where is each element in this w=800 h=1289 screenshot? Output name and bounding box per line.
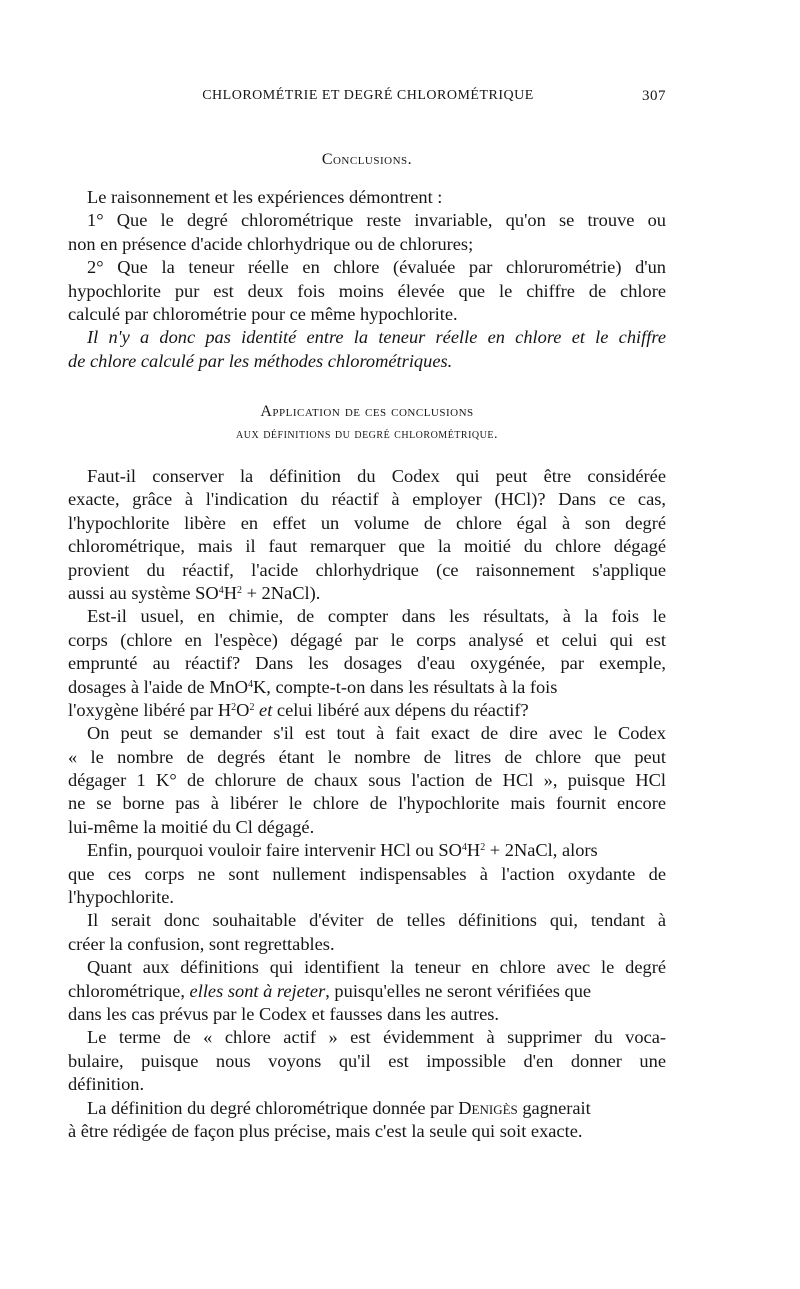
text-line: Enfin, pourquoi vouloir faire intervenir HCl ou $SO^4H^2$ + 2NaCl, alors [87,840,598,861]
text-line: dans les cas prévus par le Codex et fausses dans les autres. [68,1003,500,1024]
text-line: l'oxygène libéré par $H^2O^2$ et celui libéré aux dépens du réactif? [68,699,529,720]
text-line: Est-il usuel, en chimie, de compter dans les résultats, à la fois le [87,606,666,627]
text-line: Le terme de « chlore actif » est évidemment à supprimer du voca- [87,1027,666,1048]
text-line: chlorométrique, elles sont à rejeter, puisqu'elles ne seront vérifiées que [68,980,592,1001]
conclusions-paragraph [68,186,666,373]
text-line: Quant aux définitions qui identifient la teneur en chlore avec le degré [87,957,666,978]
running-header [68,88,668,108]
text-line: hypochlorite pur est deux fois moins élevée que le chiffre de chlore [68,280,666,301]
text-line: Il serait donc souhaitable d'éviter de telles définitions qui, tendant à [87,910,666,931]
text-line: de chlore calculé par les méthodes chlorométriques. [68,350,453,371]
text-line: dosages à l'aide de MnO$^4$K, compte-t-on dans les résultats à la fois [68,676,558,697]
text-line: La définition du degré chlorométrique donnée par Denigès gagnerait [87,1097,591,1118]
text-line: exacte, grâce à l'indication du réactif à employer (HCl)? Dans ce cas, [68,489,666,510]
text-line: 2° Que la teneur réelle en chlore (évaluée par chlorurométrie) d'un [87,257,666,278]
text-line: lui-même la moitié du Cl dégagé. [68,816,315,837]
text-line: bulaire, puisque nous voyons qu'il est impossible d'en donner une [68,1050,666,1071]
text-line: aussi au système $SO^4H^2$ + 2NaCl). [68,582,321,603]
text-line: Le raisonnement et les expériences démontrent : [87,187,443,207]
text-line: définition. [68,1074,145,1095]
body-text [68,465,666,1143]
page-number: 307 [642,88,666,104]
text-line: 1° Que le degré chlorométrique reste invariable, qu'on se trouve ou [87,210,666,231]
text-line: chlorométrique, mais il faut remarquer que la moitié du chlore dégagé [68,536,666,557]
text-line: l'hypochlorite. [68,887,174,908]
application-heading-line2: aux définitions du degré chlorométrique. [236,427,498,442]
text-line: calculé par chlorométrie pour ce même hypochlorite. [68,303,458,324]
text-line: emprunté au réactif? Dans les dosages d'eau oxygénée, par exemple, [68,653,666,674]
text-line: dégager 1 K° de chlorure de chaux sous l'action de HCl », puisque HCl [68,770,666,791]
text-line: Faut-il conserver la définition du Codex qui peut être considérée [87,466,666,486]
text-line: « le nombre de degrés étant le nombre de litres de chlore que peut [68,746,666,767]
header-title: CHLOROMÉTRIE ET DEGRÉ CHLOROMÉTRIQUE [202,88,534,103]
text-line: créer la confusion, sont regrettables. [68,933,335,954]
text-line: corps (chlore en l'espèce) dégagé par le corps analysé et celui qui est [68,629,666,650]
application-heading-line1: Application de ces conclusions [260,403,474,420]
text-line: ne se borne pas à libérer le chlore de l'hypochlorite mais fournit encore [68,793,666,814]
conclusions-heading: Conclusions. [321,151,413,168]
text-line: que ces corps ne sont nullement indispensables à l'action oxydante de [68,863,666,884]
text-line: non en présence d'acide chlorhydrique ou de chlorures; [68,233,474,254]
text-line: On peut se demander s'il est tout à fait exact de dire avec le Codex [87,723,666,744]
text-line: Il n'y a donc pas identité entre la teneur réelle en chlore et le chiffre [87,327,666,348]
text-line: l'hypochlorite libère en effet un volume de chlore égal à son degré [68,512,666,533]
text-line: provient du réactif, l'acide chlorhydrique (ce raisonnement s'applique [68,559,666,580]
text-line: à être rédigée de façon plus précise, mais c'est la seule qui soit exacte. [68,1120,583,1141]
